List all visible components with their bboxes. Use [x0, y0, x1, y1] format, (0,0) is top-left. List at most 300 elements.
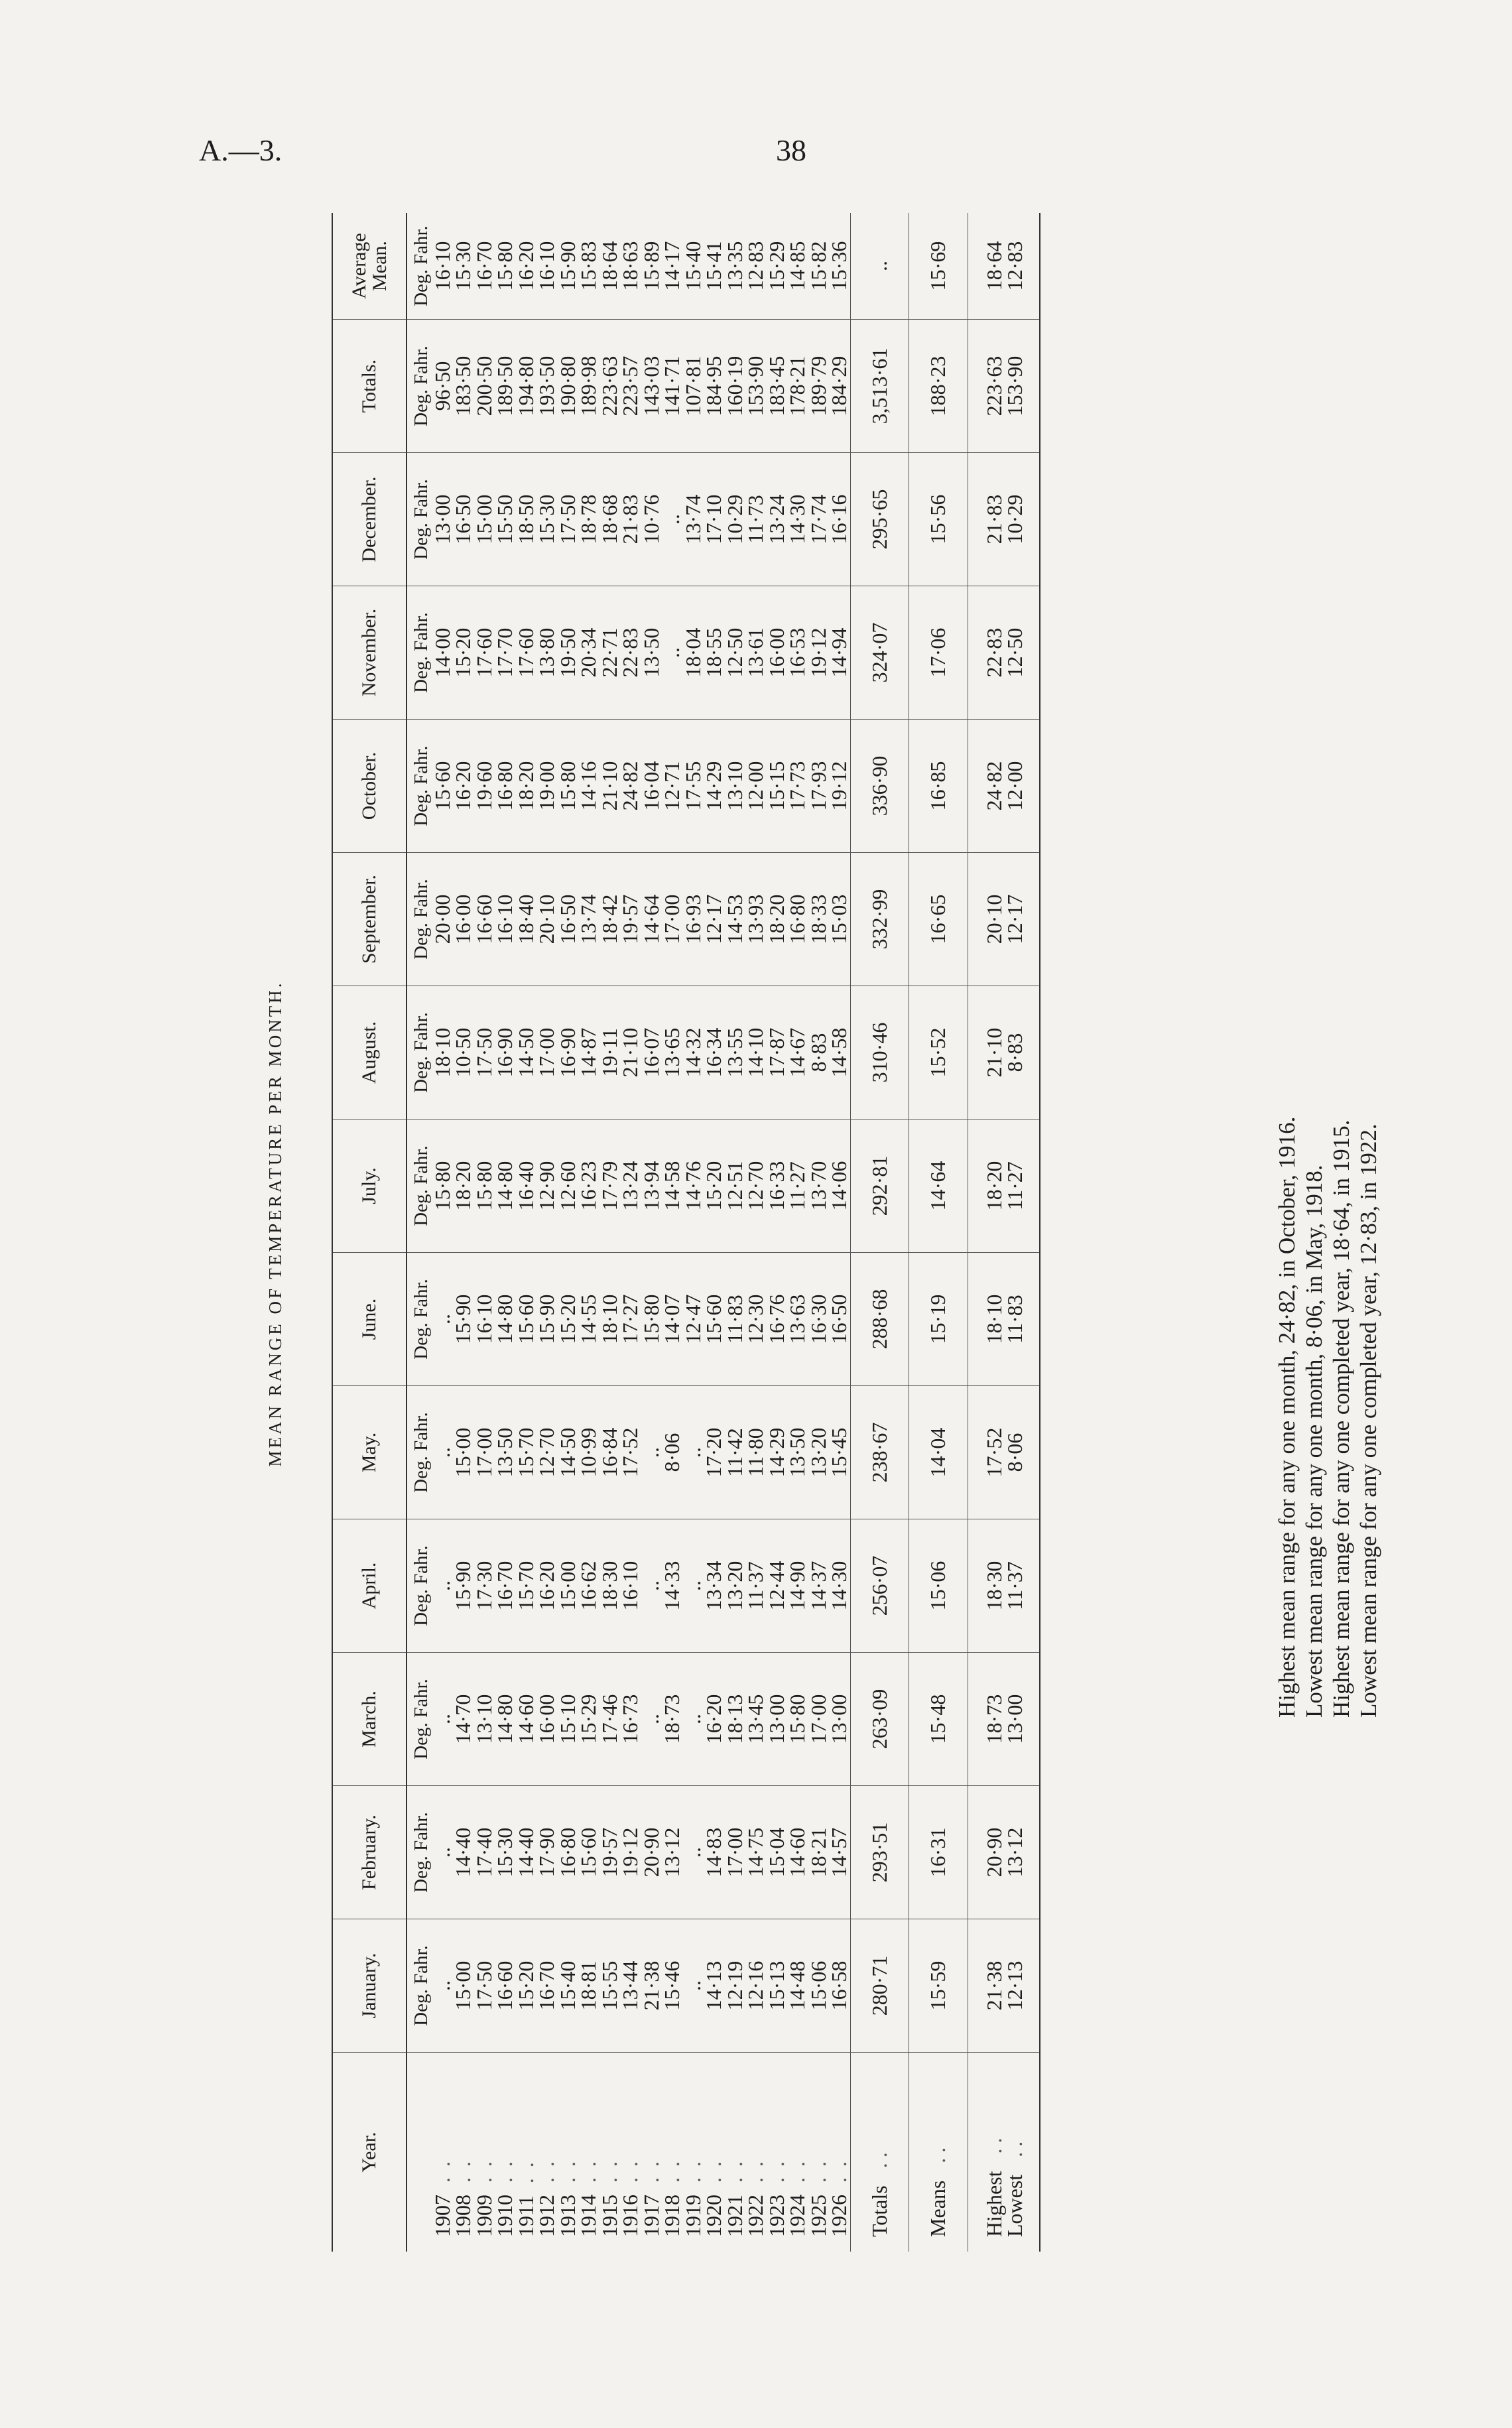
- unit-cell: Deg. Fahr.: [407, 1119, 432, 1253]
- summary-value-cell: 13·00: [1005, 1653, 1040, 1786]
- unit-cell: Deg. Fahr.: [407, 586, 432, 720]
- table-row: [453, 213, 474, 2252]
- value-cell: 16·20: [536, 1519, 558, 1653]
- value-cell: 17·60: [516, 586, 537, 720]
- leader-dots: . .: [618, 2159, 642, 2183]
- value-cell: 19·50: [558, 586, 579, 720]
- value-cell: 14·83: [704, 1786, 725, 1919]
- value-cell: 16·60: [474, 853, 495, 986]
- unit-cell: Deg. Fahr.: [407, 1519, 432, 1653]
- value-cell: 14·55: [578, 1253, 599, 1386]
- value-cell: 13·65: [662, 986, 683, 1119]
- value-cell: 16·20: [704, 1653, 725, 1786]
- value-cell: 15·00: [453, 1386, 474, 1519]
- value-cell: 12·90: [536, 1119, 558, 1253]
- table-row: [495, 213, 516, 2252]
- value-cell: 14·60: [787, 1786, 808, 1919]
- value-cell: 16·80: [558, 1786, 579, 1919]
- value-cell: 13·34: [704, 1519, 725, 1653]
- leader-dots: . .: [430, 2159, 454, 2183]
- document-reference: A.—3.: [199, 133, 283, 167]
- summary-value-cell: 15·59: [909, 1919, 968, 2053]
- value-cell: 15·83: [578, 213, 599, 320]
- value-cell: 15·80: [495, 213, 516, 320]
- value-cell: 14·40: [516, 1786, 537, 1919]
- summary-value-cell: 8·06: [1005, 1386, 1040, 1519]
- value-cell: 15·80: [432, 1119, 454, 1253]
- unit-cell: Deg. Fahr.: [407, 986, 432, 1119]
- value-cell: 14·48: [787, 1919, 808, 2053]
- value-cell: 17·70: [495, 586, 516, 720]
- summary-value-cell: 22·83: [968, 586, 1005, 720]
- value-cell: 13·55: [725, 986, 746, 1119]
- value-cell: 14·70: [453, 1653, 474, 1786]
- summary-value-cell: 12·50: [1005, 586, 1040, 720]
- year-cell: [745, 2053, 767, 2252]
- summary-value-cell: 16·31: [909, 1786, 968, 1919]
- leader-dots: . .: [597, 2159, 621, 2183]
- value-cell: 15·80: [787, 1653, 808, 1786]
- value-cell: 15·70: [516, 1519, 537, 1653]
- summary-value-cell: 324·07: [850, 586, 909, 720]
- summary-value-cell: ..: [850, 213, 909, 320]
- year-label: 1918: [660, 2195, 684, 2237]
- year-cell: [764, 2053, 788, 2252]
- leader-dots: . .: [867, 2152, 891, 2174]
- value-cell: 16·10: [620, 1519, 641, 1653]
- value-cell: 16·62: [578, 1519, 599, 1653]
- summary-value-cell: 10·29: [1005, 453, 1040, 586]
- value-cell: 14·80: [495, 1119, 516, 1253]
- value-cell: 16·50: [558, 853, 579, 986]
- value-cell: 10·76: [641, 453, 662, 586]
- table-body: [407, 213, 1040, 2252]
- summary-value-cell: 332·99: [850, 853, 909, 986]
- value-cell: 15·20: [558, 1253, 579, 1386]
- unit-cell: Deg. Fahr.: [407, 1919, 432, 2053]
- value-cell: 16·07: [641, 986, 662, 1119]
- totals-row: [850, 213, 909, 2252]
- summary-label: Means: [926, 2180, 950, 2237]
- value-cell: 17·50: [474, 986, 495, 1119]
- summary-value-cell: 12·17: [1005, 853, 1040, 986]
- value-cell: 15·30: [536, 453, 558, 586]
- value-cell: 153·90: [745, 320, 767, 453]
- leader-dots: . .: [764, 2159, 788, 2183]
- year-cell: [432, 2053, 454, 2252]
- value-cell: 15·04: [767, 1786, 788, 1919]
- table-row: [599, 213, 621, 2252]
- value-cell: 14·07: [662, 1253, 683, 1386]
- value-cell: 14·33: [662, 1519, 683, 1653]
- value-cell: 14·80: [495, 1253, 516, 1386]
- value-cell: 183·45: [767, 320, 788, 453]
- value-cell: 19·11: [599, 986, 621, 1119]
- value-cell: 16·40: [516, 1119, 537, 1253]
- value-cell: 18·68: [599, 453, 621, 586]
- value-cell: 12·70: [745, 1119, 767, 1253]
- value-cell: 14·30: [829, 1519, 850, 1653]
- value-cell: 15·45: [829, 1386, 850, 1519]
- value-cell: 14·90: [787, 1519, 808, 1653]
- value-cell: 14·60: [516, 1653, 537, 1786]
- value-cell: ..: [432, 1919, 454, 2053]
- value-cell: 16·10: [536, 213, 558, 320]
- value-cell: 15·60: [704, 1253, 725, 1386]
- value-cell: 143·03: [641, 320, 662, 453]
- value-cell: 19·00: [536, 720, 558, 853]
- value-cell: ..: [432, 1519, 454, 1653]
- value-cell: ..: [662, 586, 683, 720]
- value-cell: 16·53: [787, 586, 808, 720]
- value-cell: 13·44: [620, 1919, 641, 2053]
- value-cell: 13·70: [808, 1119, 830, 1253]
- value-cell: 16·80: [495, 720, 516, 853]
- value-cell: 13·63: [787, 1253, 808, 1386]
- value-cell: 15·40: [683, 213, 704, 320]
- value-cell: 18·20: [453, 1119, 474, 1253]
- value-cell: 13·10: [474, 1653, 495, 1786]
- summary-value-cell: 292·81: [850, 1119, 909, 1253]
- value-cell: 16·70: [474, 213, 495, 320]
- col-header-october: October.: [332, 720, 407, 853]
- col-header-average-mean: Average Mean.: [332, 213, 407, 320]
- col-header-july: July.: [332, 1119, 407, 1253]
- year-cell: [641, 2053, 662, 2252]
- value-cell: 17·93: [808, 720, 830, 853]
- value-cell: 19·12: [808, 586, 830, 720]
- summary-value-cell: 15·19: [909, 1253, 968, 1386]
- value-cell: 13·10: [725, 720, 746, 853]
- value-cell: 15·82: [808, 213, 830, 320]
- year-label: 1908: [451, 2195, 475, 2237]
- value-cell: 10·29: [725, 453, 746, 586]
- rotated-table-region: [265, 23, 1359, 2252]
- unit-cell: Deg. Fahr.: [407, 1786, 432, 1919]
- leader-dots: . .: [722, 2159, 747, 2183]
- summary-value-cell: 12·83: [1005, 213, 1040, 320]
- value-cell: 12·70: [536, 1386, 558, 1519]
- summary-value-cell: 238·67: [850, 1386, 909, 1519]
- value-cell: 184·95: [704, 320, 725, 453]
- value-cell: 20·90: [641, 1786, 662, 1919]
- value-cell: 15·60: [578, 1786, 599, 1919]
- value-cell: 14·53: [725, 853, 746, 986]
- value-cell: 18·20: [767, 853, 788, 986]
- value-cell: 20·00: [432, 853, 454, 986]
- summary-value-cell: 18·30: [968, 1519, 1005, 1653]
- value-cell: 223·57: [620, 320, 641, 453]
- summary-value-cell: 293·51: [850, 1786, 909, 1919]
- value-cell: 15·20: [453, 586, 474, 720]
- value-cell: 15·90: [453, 1519, 474, 1653]
- col-header-december: December.: [332, 453, 407, 586]
- summary-value-cell: 12·13: [1005, 1919, 1040, 2053]
- value-cell: 15·50: [495, 453, 516, 586]
- value-cell: 15·20: [516, 1919, 537, 2053]
- table-row: [620, 213, 641, 2252]
- value-cell: 17·50: [558, 453, 579, 586]
- year-cell: [704, 2053, 725, 2252]
- summary-value-cell: 288·68: [850, 1253, 909, 1386]
- value-cell: 19·57: [599, 1786, 621, 1919]
- value-cell: 13·12: [662, 1786, 683, 1919]
- table-row: [745, 213, 767, 2252]
- col-header-totals: Totals.: [332, 320, 407, 453]
- value-cell: 14·85: [787, 213, 808, 320]
- summary-value-cell: 8·83: [1005, 986, 1040, 1119]
- value-cell: 15·30: [453, 213, 474, 320]
- summary-value-cell: 263·09: [850, 1653, 909, 1786]
- summary-value-cell: 20·90: [968, 1786, 1005, 1919]
- summary-value-cell: 18·64: [968, 213, 1005, 320]
- value-cell: 15·90: [453, 1253, 474, 1386]
- value-cell: 13·20: [808, 1386, 830, 1519]
- value-cell: 19·57: [620, 853, 641, 986]
- value-cell: 13·80: [536, 586, 558, 720]
- unit-cell-year: [407, 2053, 432, 2252]
- value-cell: 19·12: [620, 1786, 641, 1919]
- value-cell: 17·30: [474, 1519, 495, 1653]
- leader-dots: . .: [702, 2159, 725, 2183]
- value-cell: 16·93: [683, 853, 704, 986]
- value-cell: 11·42: [725, 1386, 746, 1519]
- col-header-november: November.: [332, 586, 407, 720]
- value-cell: 14·58: [662, 1119, 683, 1253]
- year-label: 1910: [493, 2195, 517, 2237]
- leader-dots: . .: [639, 2159, 663, 2183]
- value-cell: 13·00: [432, 453, 454, 586]
- value-cell: 14·50: [516, 986, 537, 1119]
- value-cell: 17·60: [474, 586, 495, 720]
- value-cell: 16·73: [620, 1653, 641, 1786]
- col-header-september: September.: [332, 853, 407, 986]
- value-cell: 18·73: [662, 1653, 683, 1786]
- leader-dots: . .: [555, 2159, 580, 2183]
- value-cell: 17·00: [662, 853, 683, 986]
- value-cell: 17·27: [620, 1253, 641, 1386]
- value-cell: 15·00: [558, 1519, 579, 1653]
- year-cell: [474, 2053, 495, 2252]
- value-cell: 13·94: [641, 1119, 662, 1253]
- value-cell: 22·71: [599, 586, 621, 720]
- value-cell: 14·30: [787, 453, 808, 586]
- value-cell: 12·83: [745, 213, 767, 320]
- summary-value-cell: 21·83: [968, 453, 1005, 586]
- table-row: [829, 213, 850, 2252]
- value-cell: 18·04: [683, 586, 704, 720]
- year-label: 1920: [702, 2195, 725, 2237]
- value-cell: 14·40: [453, 1786, 474, 1919]
- value-cell: 107·81: [683, 320, 704, 453]
- summary-value-cell: 280·71: [850, 1919, 909, 2053]
- note-line: Highest mean range for any one completed year, 18·64, in 1915.: [1328, 1119, 1354, 1718]
- leader-dots: . .: [981, 2138, 1006, 2159]
- table-row: [536, 213, 558, 2252]
- summary-value-cell: 18·10: [968, 1253, 1005, 1386]
- value-cell: 12·19: [725, 1919, 746, 2053]
- value-cell: 15·15: [767, 720, 788, 853]
- value-cell: 12·47: [683, 1253, 704, 1386]
- value-cell: 189·79: [808, 320, 830, 453]
- year-cell: [680, 2053, 705, 2252]
- value-cell: 13·50: [495, 1386, 516, 1519]
- value-cell: 16·23: [578, 1119, 599, 1253]
- value-cell: 14·16: [578, 720, 599, 853]
- table-row: [516, 213, 537, 2252]
- value-cell: 14·17: [662, 213, 683, 320]
- temperature-range-table: [332, 213, 1040, 2252]
- table-row: [662, 213, 683, 2252]
- value-cell: 17·00: [536, 986, 558, 1119]
- year-label: 1921: [722, 2195, 747, 2237]
- value-cell: 15·10: [558, 1653, 579, 1786]
- summary-value-cell: 11·37: [1005, 1519, 1040, 1653]
- header-row: [332, 213, 407, 2252]
- leader-dots: . .: [576, 2159, 600, 2183]
- value-cell: 14·67: [787, 986, 808, 1119]
- value-cell: 16·84: [599, 1386, 621, 1519]
- value-cell: ..: [683, 1653, 704, 1786]
- highest-row: [968, 213, 1005, 2252]
- value-cell: 17·20: [704, 1386, 725, 1519]
- lowest-row: [1005, 213, 1040, 2252]
- table-row: [767, 213, 788, 2252]
- summary-value-cell: 3,513·61: [850, 320, 909, 453]
- value-cell: ..: [662, 453, 683, 586]
- unit-cell: Deg. Fahr.: [407, 453, 432, 586]
- value-cell: 96·50: [432, 320, 454, 453]
- value-cell: 13·93: [745, 853, 767, 986]
- value-cell: 200·50: [474, 320, 495, 453]
- value-cell: 17·00: [474, 1386, 495, 1519]
- value-cell: 14·58: [829, 986, 850, 1119]
- summary-value-cell: 16·65: [909, 853, 968, 986]
- value-cell: 16·16: [829, 453, 850, 586]
- summary-value-cell: 11·27: [1005, 1119, 1040, 1253]
- year-cell: [620, 2053, 641, 2252]
- value-cell: 14·10: [745, 986, 767, 1119]
- unit-cell: Deg. Fahr.: [407, 1386, 432, 1519]
- value-cell: 15·29: [767, 213, 788, 320]
- summary-value-cell: 21·10: [968, 986, 1005, 1119]
- value-cell: 223·63: [599, 320, 621, 453]
- summary-label: Totals: [867, 2185, 891, 2237]
- summary-value-cell: 188·23: [909, 320, 968, 453]
- value-cell: 12·51: [725, 1119, 746, 1253]
- table-row: [578, 213, 599, 2252]
- summary-value-cell: 295·65: [850, 453, 909, 586]
- value-cell: 10·50: [453, 986, 474, 1119]
- value-cell: 11·37: [745, 1519, 767, 1653]
- value-cell: 14·50: [558, 1386, 579, 1519]
- value-cell: ..: [683, 1919, 704, 2053]
- value-cell: 16·00: [453, 853, 474, 986]
- summary-value-cell: 15·48: [909, 1653, 968, 1786]
- value-cell: 19·60: [474, 720, 495, 853]
- value-cell: 18·20: [516, 720, 537, 853]
- value-cell: 18·64: [599, 213, 621, 320]
- table-row: [474, 213, 495, 2252]
- unit-row: [407, 213, 432, 2252]
- value-cell: 8·83: [808, 986, 830, 1119]
- summary-value-cell: 17·06: [909, 586, 968, 720]
- value-cell: 15·60: [516, 1253, 537, 1386]
- unit-cell: Deg. Fahr.: [407, 320, 432, 453]
- year-label: 1924: [785, 2195, 809, 2237]
- col-header-year: Year.: [332, 2053, 407, 2252]
- value-cell: 15·40: [558, 1919, 579, 2053]
- col-header-august: August.: [332, 986, 407, 1119]
- value-cell: 189·50: [495, 320, 516, 453]
- value-cell: 15·30: [495, 1786, 516, 1919]
- value-cell: 16·90: [495, 986, 516, 1119]
- value-cell: 12·71: [662, 720, 683, 853]
- unit-cell: Deg. Fahr.: [407, 213, 432, 320]
- value-cell: 13·45: [745, 1653, 767, 1786]
- value-cell: 141·71: [662, 320, 683, 453]
- note-line: Lowest mean range for any one month, 8·06, in May, 1918.: [1301, 1165, 1327, 1718]
- leader-dots: . .: [827, 2159, 851, 2183]
- summary-value-cell: 310·46: [850, 986, 909, 1119]
- table-row: [704, 213, 725, 2252]
- unit-cell: Deg. Fahr.: [407, 1253, 432, 1386]
- value-cell: 18·10: [432, 986, 454, 1119]
- value-cell: 14·87: [578, 986, 599, 1119]
- table-row: [725, 213, 746, 2252]
- value-cell: 18·21: [808, 1786, 830, 1919]
- leader-dots: . .: [785, 2159, 809, 2183]
- value-cell: ..: [432, 1386, 454, 1519]
- value-cell: 13·00: [829, 1653, 850, 1786]
- summary-value-cell: 18·73: [968, 1653, 1005, 1786]
- value-cell: 11·83: [725, 1253, 746, 1386]
- col-header-january: January.: [332, 1919, 407, 2053]
- value-cell: 16·76: [767, 1253, 788, 1386]
- value-cell: 12·17: [704, 853, 725, 986]
- value-cell: 18·50: [516, 453, 537, 586]
- year-label: 1911: [513, 2195, 538, 2237]
- value-cell: 13·50: [641, 586, 662, 720]
- value-cell: 16·34: [704, 986, 725, 1119]
- value-cell: 184·29: [829, 320, 850, 453]
- value-cell: 18·10: [599, 1253, 621, 1386]
- leader-dots: . .: [1003, 2141, 1027, 2163]
- value-cell: 16·30: [808, 1253, 830, 1386]
- lowest-row-label: [1005, 2053, 1040, 2252]
- value-cell: 16·90: [558, 986, 579, 1119]
- value-cell: 16·04: [641, 720, 662, 853]
- value-cell: 13·74: [683, 453, 704, 586]
- value-cell: 16·70: [536, 1919, 558, 2053]
- leader-dots: . .: [660, 2159, 684, 2183]
- value-cell: 183·50: [453, 320, 474, 453]
- value-cell: ..: [432, 1786, 454, 1919]
- value-cell: 14·75: [745, 1786, 767, 1919]
- value-cell: 14·57: [829, 1786, 850, 1919]
- value-cell: 190·80: [558, 320, 579, 453]
- value-cell: 15·36: [829, 213, 850, 320]
- year-cell: [555, 2053, 580, 2252]
- value-cell: 15·06: [808, 1919, 830, 2053]
- value-cell: 8·06: [662, 1386, 683, 1519]
- value-cell: 13·24: [620, 1119, 641, 1253]
- leader-dots: . .: [680, 2159, 705, 2183]
- value-cell: 18·55: [704, 586, 725, 720]
- leader-dots: . .: [806, 2159, 830, 2183]
- value-cell: 194·80: [516, 320, 537, 453]
- value-cell: 21·10: [620, 986, 641, 1119]
